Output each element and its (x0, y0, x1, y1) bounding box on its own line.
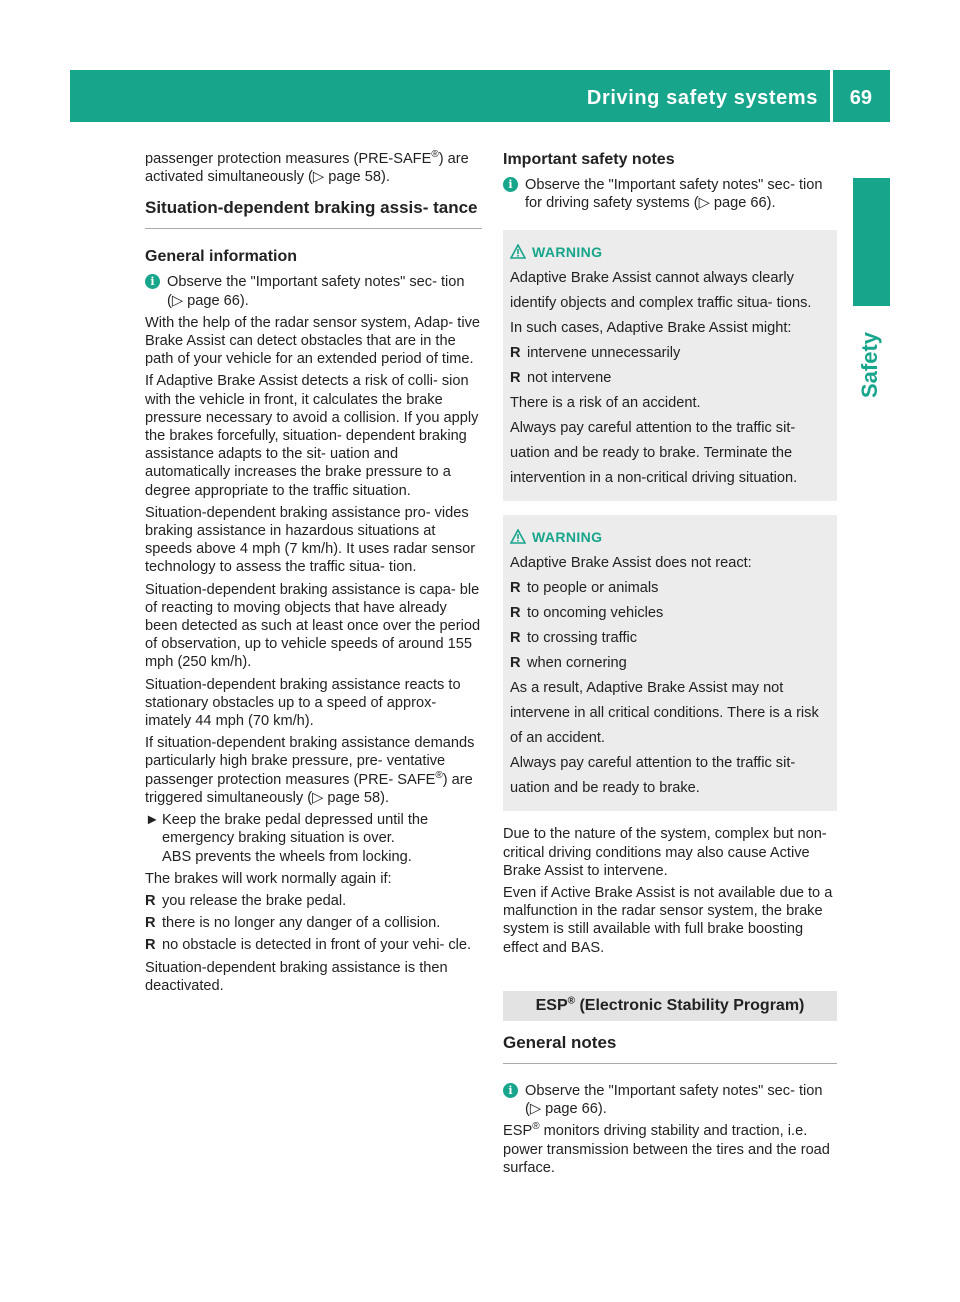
paragraph: If Adaptive Brake Assist detects a risk of colli- sion with the vehicle in front, it calculates the brake pressure necessary to avoid a collision. If you apply the brakes forcefully, situation- dependent braking assistance adapts to the sit- uation and automatically increases the brake pressure to a degree appropriate to the traffic situation. (145, 373, 479, 499)
right-column (503, 150, 837, 1181)
list-item: R to people or animals (510, 580, 659, 597)
info-icon: i (145, 274, 160, 289)
paragraph: ESP® monitors driving stability and traction, i.e. power transmission between the tires and the road surface. (503, 1121, 830, 1176)
section-divider (503, 1063, 837, 1064)
list-item: R intervene unnecessarily (510, 345, 681, 362)
warning-triangle-icon (510, 529, 526, 544)
info-note: i Observe the "Important safety notes" sec- tion (▷ page 66). (145, 273, 482, 309)
section-label: Safety (857, 331, 882, 399)
warning-triangle-icon (510, 244, 526, 259)
header-divider (830, 70, 833, 122)
warning-box: WARNING Adaptive Brake Assist cannot always clearly identify objects and complex traffic situa- tions. In such cases, Adaptive Brake Assist might: R intervene unnecessarily R not intervene There is a risk of an accident. Always pay careful attention to the traffic sit- uation and be ready to brake. Terminate the intervention in a non-critical driving situation. (503, 230, 837, 501)
page-number: 69 (849, 87, 872, 109)
page-ref-arrow-icon: ▷ (312, 789, 324, 806)
chapter-title: Driving safety systems (586, 87, 818, 109)
info-note: i Observe the "Important safety notes" sec- tion for driving safety systems (▷ page 66). (503, 176, 837, 212)
paragraph: If situation-dependent braking assistance demands particularly high brake pressure, pre- ventative passenger protection measures (PRE- SAFE®) are triggered simultaneously (▷ page 58). (145, 735, 475, 806)
section-divider (145, 228, 482, 229)
section-tab (853, 178, 890, 306)
header-bar (70, 70, 890, 122)
paragraph: Situation-dependent braking assistance is then deactivated. (145, 959, 448, 994)
important-safety-notes-heading: Important safety notes (503, 151, 675, 168)
paragraph: Situation-dependent braking assistance is capa- ble of reacting to moving objects that have already been detected as such at least once over the period of observation, up to vehicle speeds of around 155 mph (250 km/h). (145, 581, 481, 671)
list-item: R when cornering (510, 655, 627, 672)
page-ref-arrow-icon: ▷ (312, 169, 325, 186)
intro-paragraph: passenger protection measures (PRE-SAFE®) are activated simultaneously (▷ page 58). (145, 149, 469, 186)
action-arrow-icon: ► (145, 812, 160, 829)
list-item: R to oncoming vehicles (510, 605, 664, 622)
paragraph: Situation-dependent braking assistance pro- vides braking assistance in hazardous situations at speeds above 4 mph (7 km/h). It uses radar sensor technology to assess the traffic situa- tion. (145, 504, 476, 576)
paragraph: With the help of the radar sensor system, Adap- tive Brake Assist can detect obstacles that are in the path of your vehicle for an extended period of time. (145, 314, 481, 368)
action-step: ► Keep the brake pedal depressed until the emergency braking situation is over. ABS prevents the wheels from locking. (145, 812, 429, 865)
page-ref-arrow-icon: ▷ (529, 1101, 542, 1118)
general-information-heading: General information (145, 248, 298, 266)
list-item: R no obstacle is detected in front of your vehi- cle. (145, 937, 472, 954)
warning-box: WARNING Adaptive Brake Assist does not react: R to people or animals R to oncoming vehicles R to crossing traffic R when cornering As a result, Adaptive Brake Assist may not intervene in all critical conditions. There is a risk of an accident. Always pay careful attention to the traffic sit- uation and be ready to brake. (503, 515, 837, 811)
warning-heading: WARNING (510, 525, 828, 551)
left-column (145, 150, 482, 999)
info-note: i Observe the "Important safety notes" sec- tion (▷ page 66). (503, 1082, 837, 1118)
list-item: R not intervene (510, 370, 612, 387)
list-item: R there is no longer any danger of a collision. (145, 915, 441, 932)
list-item: R you release the brake pedal. (145, 892, 347, 909)
page-ref-arrow-icon: ▷ (171, 292, 184, 309)
section-title: Situation-dependent braking assis- tance (145, 198, 478, 218)
info-icon: i (503, 1083, 518, 1098)
paragraph: The brakes will work normally again if: (145, 870, 392, 887)
list-item: R to crossing traffic (510, 630, 638, 647)
paragraph: Situation-dependent braking assistance reacts to stationary obstacles up to a speed of approx- imately 44 mph (70 km/h). (145, 676, 461, 730)
general-notes-heading: General notes (503, 1033, 617, 1053)
info-icon: i (503, 177, 518, 192)
warning-heading: WARNING (510, 240, 828, 266)
paragraph: Due to the nature of the system, complex but non-critical driving conditions may also cause Active Brake Assist to intervene. (503, 826, 827, 879)
page-ref-arrow-icon: ▷ (698, 195, 710, 212)
esp-section-title: ESP® (Electronic Stability Program) (503, 991, 837, 1021)
paragraph: Even if Active Brake Assist is not available due to a malfunction in the radar sensor system, the brake system is still available with full brake boosting effect and BAS. (503, 885, 833, 956)
